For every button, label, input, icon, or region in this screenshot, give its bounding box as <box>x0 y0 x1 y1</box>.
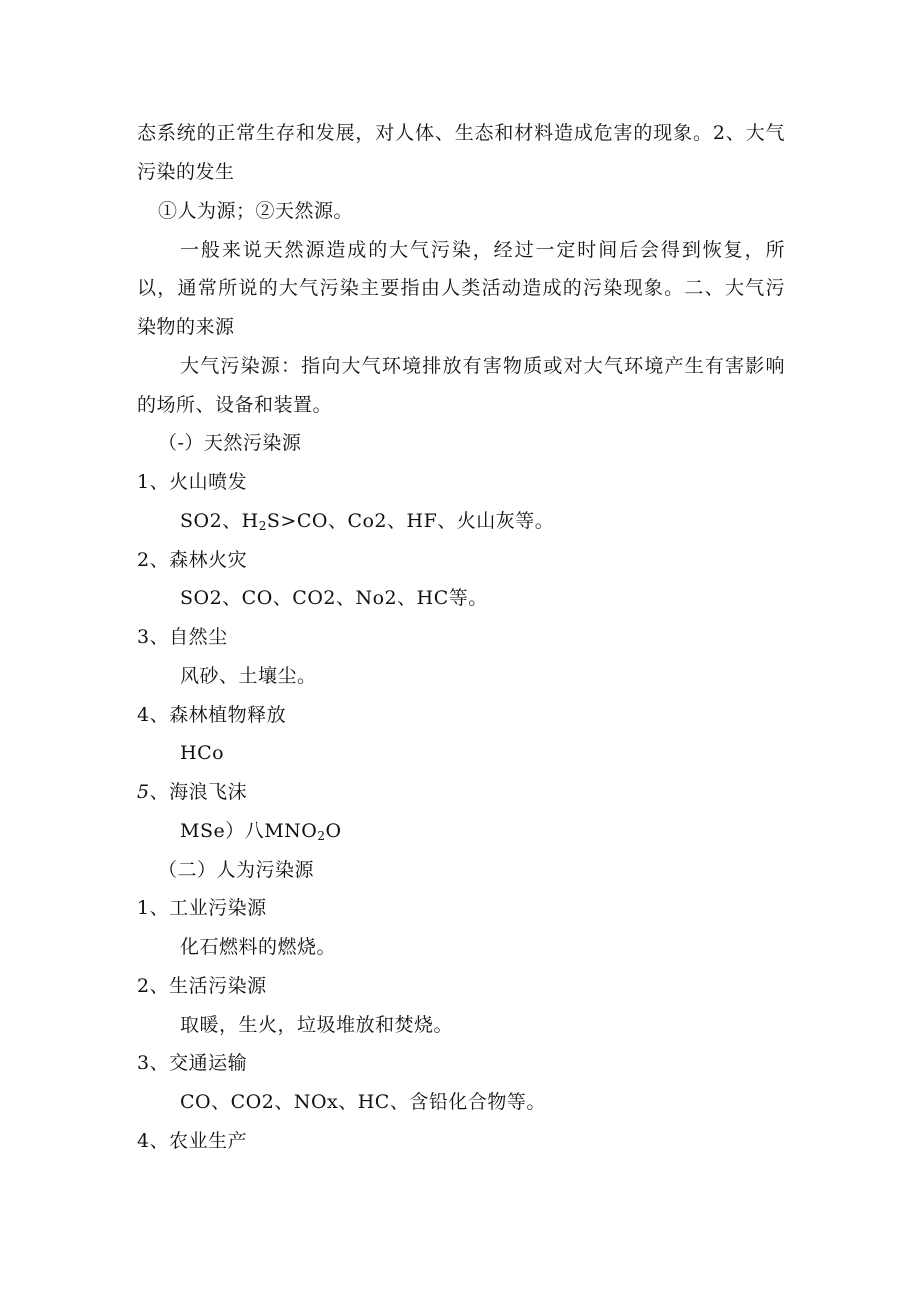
paragraph-line: 的场所、设备和装置。 <box>137 394 333 416</box>
list-item-detail: 取暖，生火，垃圾堆放和焚烧。 <box>180 1014 454 1036</box>
paragraph-line: 染物的来源 <box>137 316 235 338</box>
list-item-detail: 风砂、土壤尘。 <box>180 665 317 687</box>
paragraph-line: 一般来说天然源造成的大气污染，经过一定时间后会得到恢复，所 <box>180 239 785 261</box>
list-item-detail: HCo <box>180 742 225 764</box>
list-item-detail: SO2、$H_2S>CO$、Co2、HF、火山灰等。 <box>180 510 555 533</box>
list-item-title: 1、工业污染源 <box>137 897 267 919</box>
list-item-title: 5、海浪飞沫 <box>137 781 248 803</box>
paragraph-line: 以，通常所说的大气污染主要指由人类活动造成的污染现象。二、大气污 <box>137 277 785 299</box>
paragraph-line: 污染的发生 <box>137 161 235 183</box>
list-item-title: 3、交通运输 <box>137 1052 248 1074</box>
list-item-detail: SO2、CO、CO2、No2、HC等。 <box>180 587 488 609</box>
list-item-title: 4、森林植物释放 <box>137 704 287 726</box>
list-item-detail: MSe）八$MNO_2O$ <box>180 820 342 843</box>
list-item-detail: 化石燃料的燃烧。 <box>180 936 337 958</box>
list-item-title: 3、自然尘 <box>137 626 228 648</box>
list-item-title: 2、森林火灾 <box>137 549 248 571</box>
list-item-detail: CO、CO2、NOx、HC、含铅化合物等。 <box>180 1091 546 1113</box>
list-item-title: 4、农业生产 <box>137 1130 248 1152</box>
paragraph-line: 态系统的正常生存和发展，对人体、生态和材料造成危害的现象。2、大气 <box>137 122 785 144</box>
sources-list: ①人为源；②天然源。 <box>158 200 354 222</box>
list-item-title: 1、火山喷发 <box>137 471 248 493</box>
paragraph-line: 大气污染源：指向大气环境排放有害物质或对大气环境产生有害影响 <box>180 355 785 377</box>
list-item-title: 2、生活污染源 <box>137 975 267 997</box>
section-heading-human: （二）人为污染源 <box>158 859 315 881</box>
section-heading-natural: （-）天然污染源 <box>158 432 302 454</box>
